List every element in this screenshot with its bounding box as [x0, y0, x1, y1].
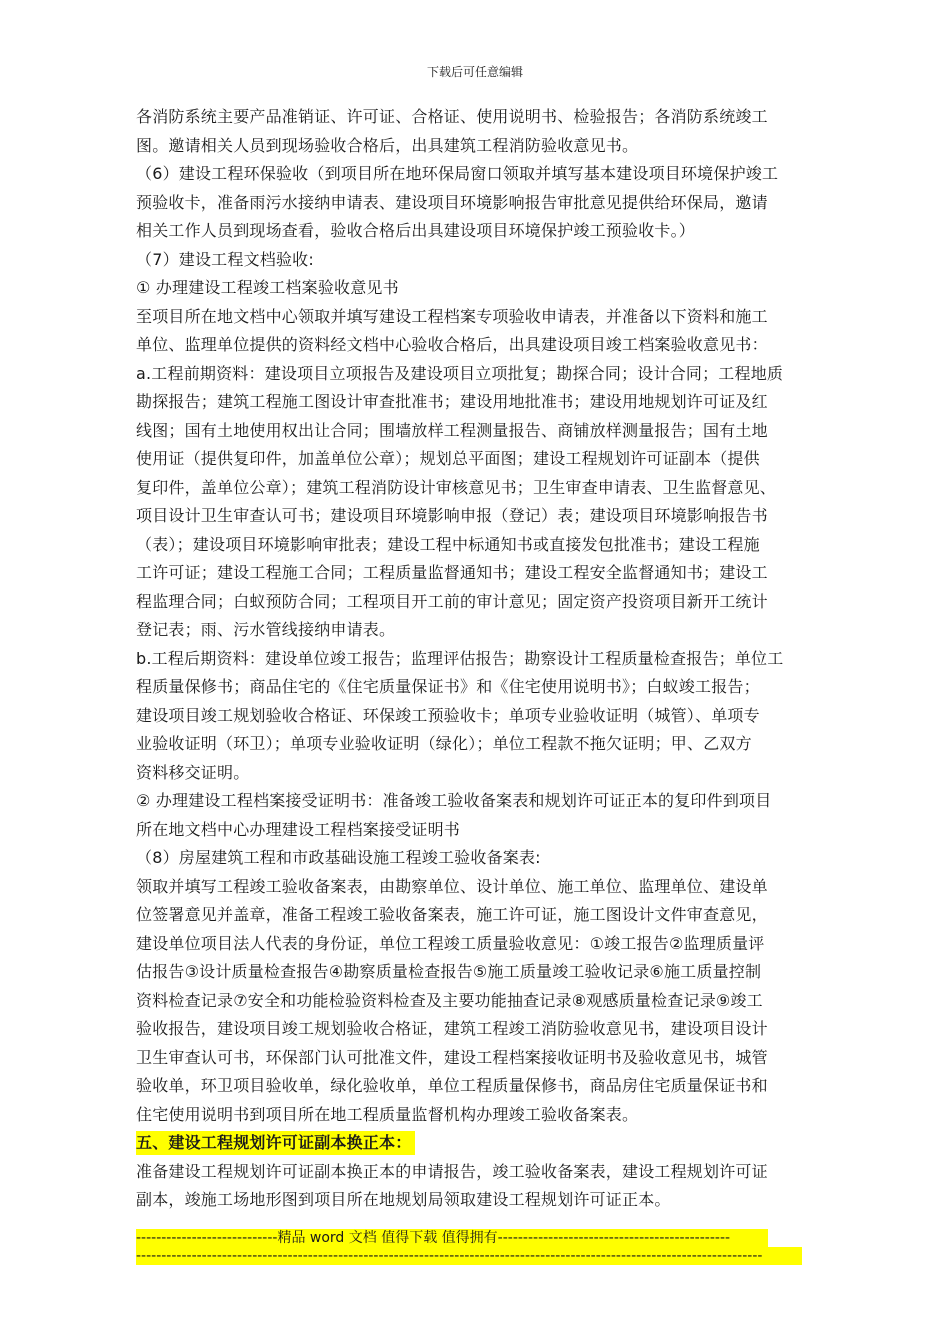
document-body [136, 103, 836, 1215]
text-line: 各消防系统主要产品准销证、许可证、合格证、使用说明书、检验报告；各消防系统竣工 [136, 107, 768, 126]
text-line: 资料移交证明。 [136, 762, 250, 782]
text-line: （8）房屋建筑工程和市政基础设施工程竣工验收备案表: [136, 848, 541, 867]
text-line: 卫生审查认可书，环保部门认可批准文件，建设工程档案接收证明书及验收意见书，城管 [136, 1047, 768, 1067]
text-line: 建设项目竣工规划验收合格证、环保竣工预验收卡；单项专业验收证明（城管）、单项专 [136, 705, 760, 725]
text-line: 验收单，环卫项目验收单，绿化验收单，单位工程质量保修书，商品房住宅质量保证书和 [136, 1076, 768, 1095]
text-line: 相关工作人员到现场查看，验收合格后出具建设项目环境保护竣工预验收卡。） [136, 221, 696, 240]
text-line: 程监理合同；白蚁预防合同；工程项目开工前的审计意见；固定资产投资项目新开工统计 [136, 591, 768, 611]
text-line: b.工程后期资料：建设单位竣工报告；监理评估报告；勘察设计工程质量检查报告；单位工 [136, 648, 784, 668]
text-line: 登记表；雨、污水管线接纳申请表。 [136, 620, 396, 639]
text-line: 图。邀请相关人员到现场验收合格后，出具建筑工程消防验收意见书。 [136, 135, 639, 155]
page-header: 下载后可任意编辑 [426, 65, 523, 79]
text-line: （7）建设工程文档验收: [136, 249, 314, 269]
text-line: 验收报告，建设项目竣工规划验收合格证，建筑工程竣工消防验收意见书，建设项目设计 [136, 1019, 768, 1038]
text-line: 估报告③设计质量检查报告④勘察质量检查报告⑤施工质量竣工验收记录⑥施工质量控制 [136, 962, 762, 981]
footer-divider-line: ---------------------------------------------------------------------------------------------------------------------------- [136, 1247, 802, 1265]
text-line: ① 办理建设工程竣工档案验收意见书 [136, 278, 399, 297]
text-line: 程质量保修书；商品住宅的《住宅质量保证书》和《住宅使用说明书》；白蚁竣工报告； [136, 677, 760, 696]
text-line: 至项目所在地文档中心领取并填写建设工程档案专项验收申请表，并准备以下资料和施工 [136, 306, 768, 326]
text-line: ② 办理建设工程档案接受证明书：准备竣工验收备案表和规划许可证正本的复印件到项目 [136, 791, 772, 810]
text-line: 住宅使用说明书到项目所在地工程质量监督机构办理竣工验收备案表。 [136, 1104, 639, 1124]
text-line: 位签署意见并盖章，准备工程竣工验收备案表，施工许可证，施工图设计文件审查意见， [136, 905, 768, 924]
text-line: 预验收卡，准备雨污水接纳申请表、建设项目环境影响报告审批意见提供给环保局，邀请 [136, 192, 768, 212]
text-line: 使用证（提供复印件，加盖单位公章）；规划总平面图；建设工程规划许可证副本（提供 [136, 449, 760, 468]
text-line: a.工程前期资料：建设项目立项报告及建设项目立项批复；勘探合同；设计合同；工程地质 [136, 363, 784, 383]
text-line: 副本，竣施工场地形图到项目所在地规划局领取建设工程规划许可证正本。 [136, 1190, 671, 1209]
section-heading-row [136, 1129, 836, 1158]
text-line: 所在地文档中心办理建设工程档案接受证明书 [136, 819, 461, 839]
text-line: （6）建设工程环保验收（到项目所在地环保局窗口领取并填写基本建设项目环境保护竣工 [136, 164, 779, 183]
text-line: 业验收证明（环卫）；单项专业验收证明（绿化）；单位工程款不拖欠证明；甲、乙双方 [136, 734, 752, 753]
footer-promo-line: ----------------------------精品 word 文档 值得下载 值得拥有---------------------------------------------- [136, 1229, 768, 1247]
text-line: 建设单位项目法人代表的身份证，单位工程竣工质量验收意见：①竣工报告②监理质量评 [136, 933, 765, 953]
text-line: 准备建设工程规划许可证副本换正本的申请报告，竣工验收备案表，建设工程规划许可证 [136, 1161, 768, 1181]
text-line: 线图；国有土地使用权出让合同；围墙放样工程测量报告、商铺放样测量报告；国有土地 [136, 420, 768, 440]
section-heading: 五、建设工程规划许可证副本换正本： [136, 1131, 415, 1155]
text-line: 复印件，盖单位公章）；建筑工程消防设计审核意见书；卫生审查申请表、卫生监督意见、 [136, 477, 777, 497]
text-line: 单位、监理单位提供的资料经文档中心验收合格后，出具建设项目竣工档案验收意见书： [136, 335, 768, 354]
footer-banner [136, 1229, 802, 1265]
text-line: 项目设计卫生审查认可书；建设项目环境影响申报（登记）表；建设项目环境影响报告书 [136, 506, 768, 525]
text-line: 勘探报告；建筑工程施工图设计审查批准书；建设用地批准书；建设用地规划许可证及红 [136, 392, 768, 411]
text-line: 领取并填写工程竣工验收备案表，由勘察单位、设计单位、施工单位、监理单位、建设单 [136, 876, 768, 896]
text-line: 工许可证；建设工程施工合同；工程质量监督通知书；建设工程安全监督通知书；建设工 [136, 563, 768, 582]
text-line: 资料检查记录⑦安全和功能检验资料检查及主要功能抽查记录⑧观感质量检查记录⑨竣工 [136, 990, 763, 1010]
text-line: （表）；建设项目环境影响审批表；建设工程中标通知书或直接发包批准书；建设工程施 [136, 534, 760, 554]
